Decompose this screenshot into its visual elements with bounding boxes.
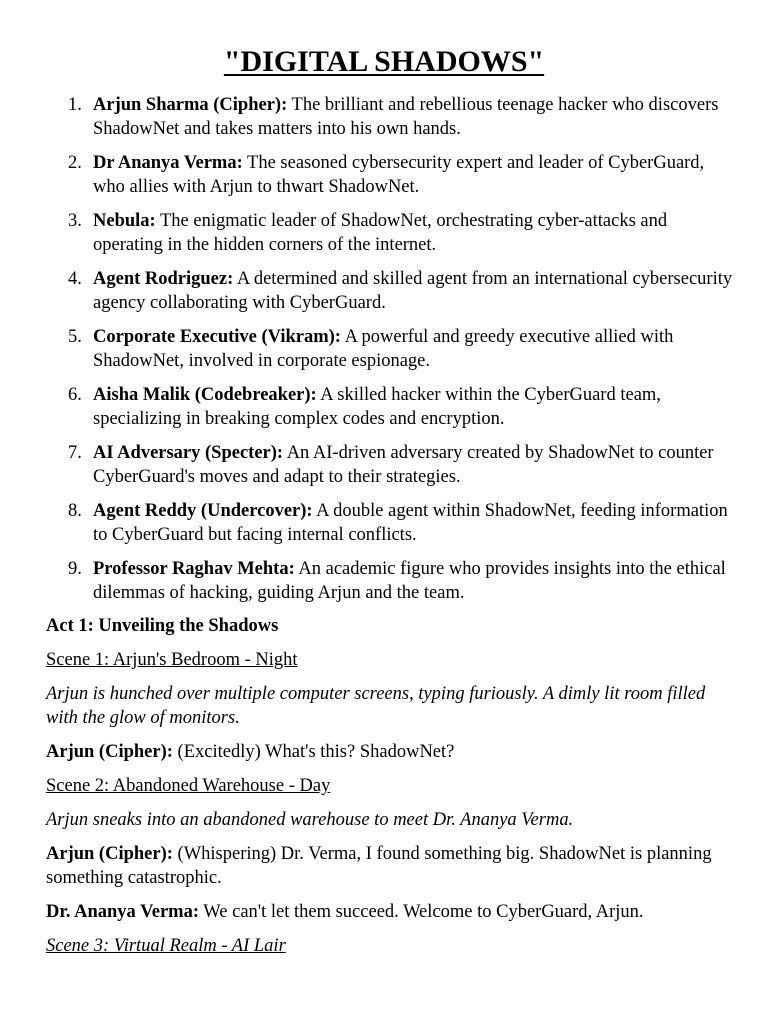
list-number: 5. (68, 327, 82, 347)
character-description: An AI-driven adversary created by ShadowNet to counter CyberGuard's moves and adapt to their strategies. (93, 443, 714, 487)
list-item (46, 441, 736, 489)
dialogue-line (46, 842, 736, 890)
character-description: A double agent within ShadowNet, feeding information to CyberGuard but facing internal conflicts. (93, 501, 728, 545)
dialogue-text: (Excitedly) What's this? ShadowNet? (172, 742, 455, 762)
character-name: Corporate Executive (Vikram): (93, 327, 341, 347)
character-name: AI Adversary (Specter): (93, 443, 284, 463)
list-number: 4. (68, 269, 82, 289)
dialogue-line (46, 740, 736, 764)
stage-direction: Arjun is hunched over multiple computer screens, typing furiously. A dimly lit room filled with the glow of monitors. (46, 684, 706, 728)
list-item (46, 151, 736, 199)
speaker-name: Arjun (Cipher): (46, 742, 173, 762)
list-item (46, 93, 736, 141)
list-number: 9. (68, 559, 82, 579)
character-name: Professor Raghav Mehta: (93, 559, 295, 579)
speaker-name: Arjun (Cipher): (46, 844, 173, 864)
dialogue-line (46, 900, 736, 924)
list-number: 2. (68, 153, 82, 173)
scene-heading: Scene 1: Arjun's Bedroom - Night (46, 650, 298, 670)
character-description: A determined and skilled agent from an international cybersecurity agency collaborating with CyberGuard. (93, 269, 733, 313)
list-item (46, 325, 736, 373)
list-item (46, 499, 736, 547)
character-name: Nebula: (93, 211, 156, 231)
character-name: Aisha Malik (Codebreaker): (93, 385, 317, 405)
list-item (46, 267, 736, 315)
list-item (46, 557, 736, 605)
list-number: 3. (68, 211, 82, 231)
list-item (46, 209, 736, 257)
page-title: "DIGITAL SHADOWS" (223, 45, 545, 78)
character-description: The brilliant and rebellious teenage hacker who discovers ShadowNet and takes matters into his own hands. (93, 95, 719, 139)
character-description: A powerful and greedy executive allied with ShadowNet, involved in corporate espionage. (93, 327, 674, 371)
list-number: 6. (68, 385, 82, 405)
stage-direction: Arjun sneaks into an abandoned warehouse to meet Dr. Ananya Verma. (46, 810, 574, 830)
script-body (46, 614, 736, 968)
character-name: Agent Rodriguez: (93, 269, 234, 289)
list-item (46, 383, 736, 431)
list-number: 1. (68, 95, 82, 115)
character-description: The enigmatic leader of ShadowNet, orchestrating cyber-attacks and operating in the hidden corners of the internet. (93, 211, 668, 255)
scene-heading: Scene 2: Abandoned Warehouse - Day (46, 776, 331, 796)
dialogue-text: We can't let them succeed. Welcome to CyberGuard, Arjun. (199, 902, 644, 922)
character-name: Arjun Sharma (Cipher): (93, 95, 288, 115)
character-list (46, 93, 736, 615)
list-number: 7. (68, 443, 82, 463)
act-heading: Act 1: Unveiling the Shadows (46, 616, 279, 636)
character-name: Dr Ananya Verma: (93, 153, 243, 173)
character-description: A skilled hacker within the CyberGuard team, specializing in breaking complex codes and encryption. (93, 385, 661, 429)
character-description: An academic figure who provides insights into the ethical dilemmas of hacking, guiding Arjun and the team. (93, 559, 726, 603)
speaker-name: Dr. Ananya Verma: (46, 902, 199, 922)
character-description: The seasoned cybersecurity expert and leader of CyberGuard, who allies with Arjun to thwart ShadowNet. (93, 153, 705, 197)
scene-heading: Scene 3: Virtual Realm - AI Lair (46, 936, 286, 956)
list-number: 8. (68, 501, 82, 521)
dialogue-text: (Whispering) Dr. Verma, I found something big. ShadowNet is planning something catastrophic. (46, 844, 712, 888)
character-name: Agent Reddy (Undercover): (93, 501, 313, 521)
